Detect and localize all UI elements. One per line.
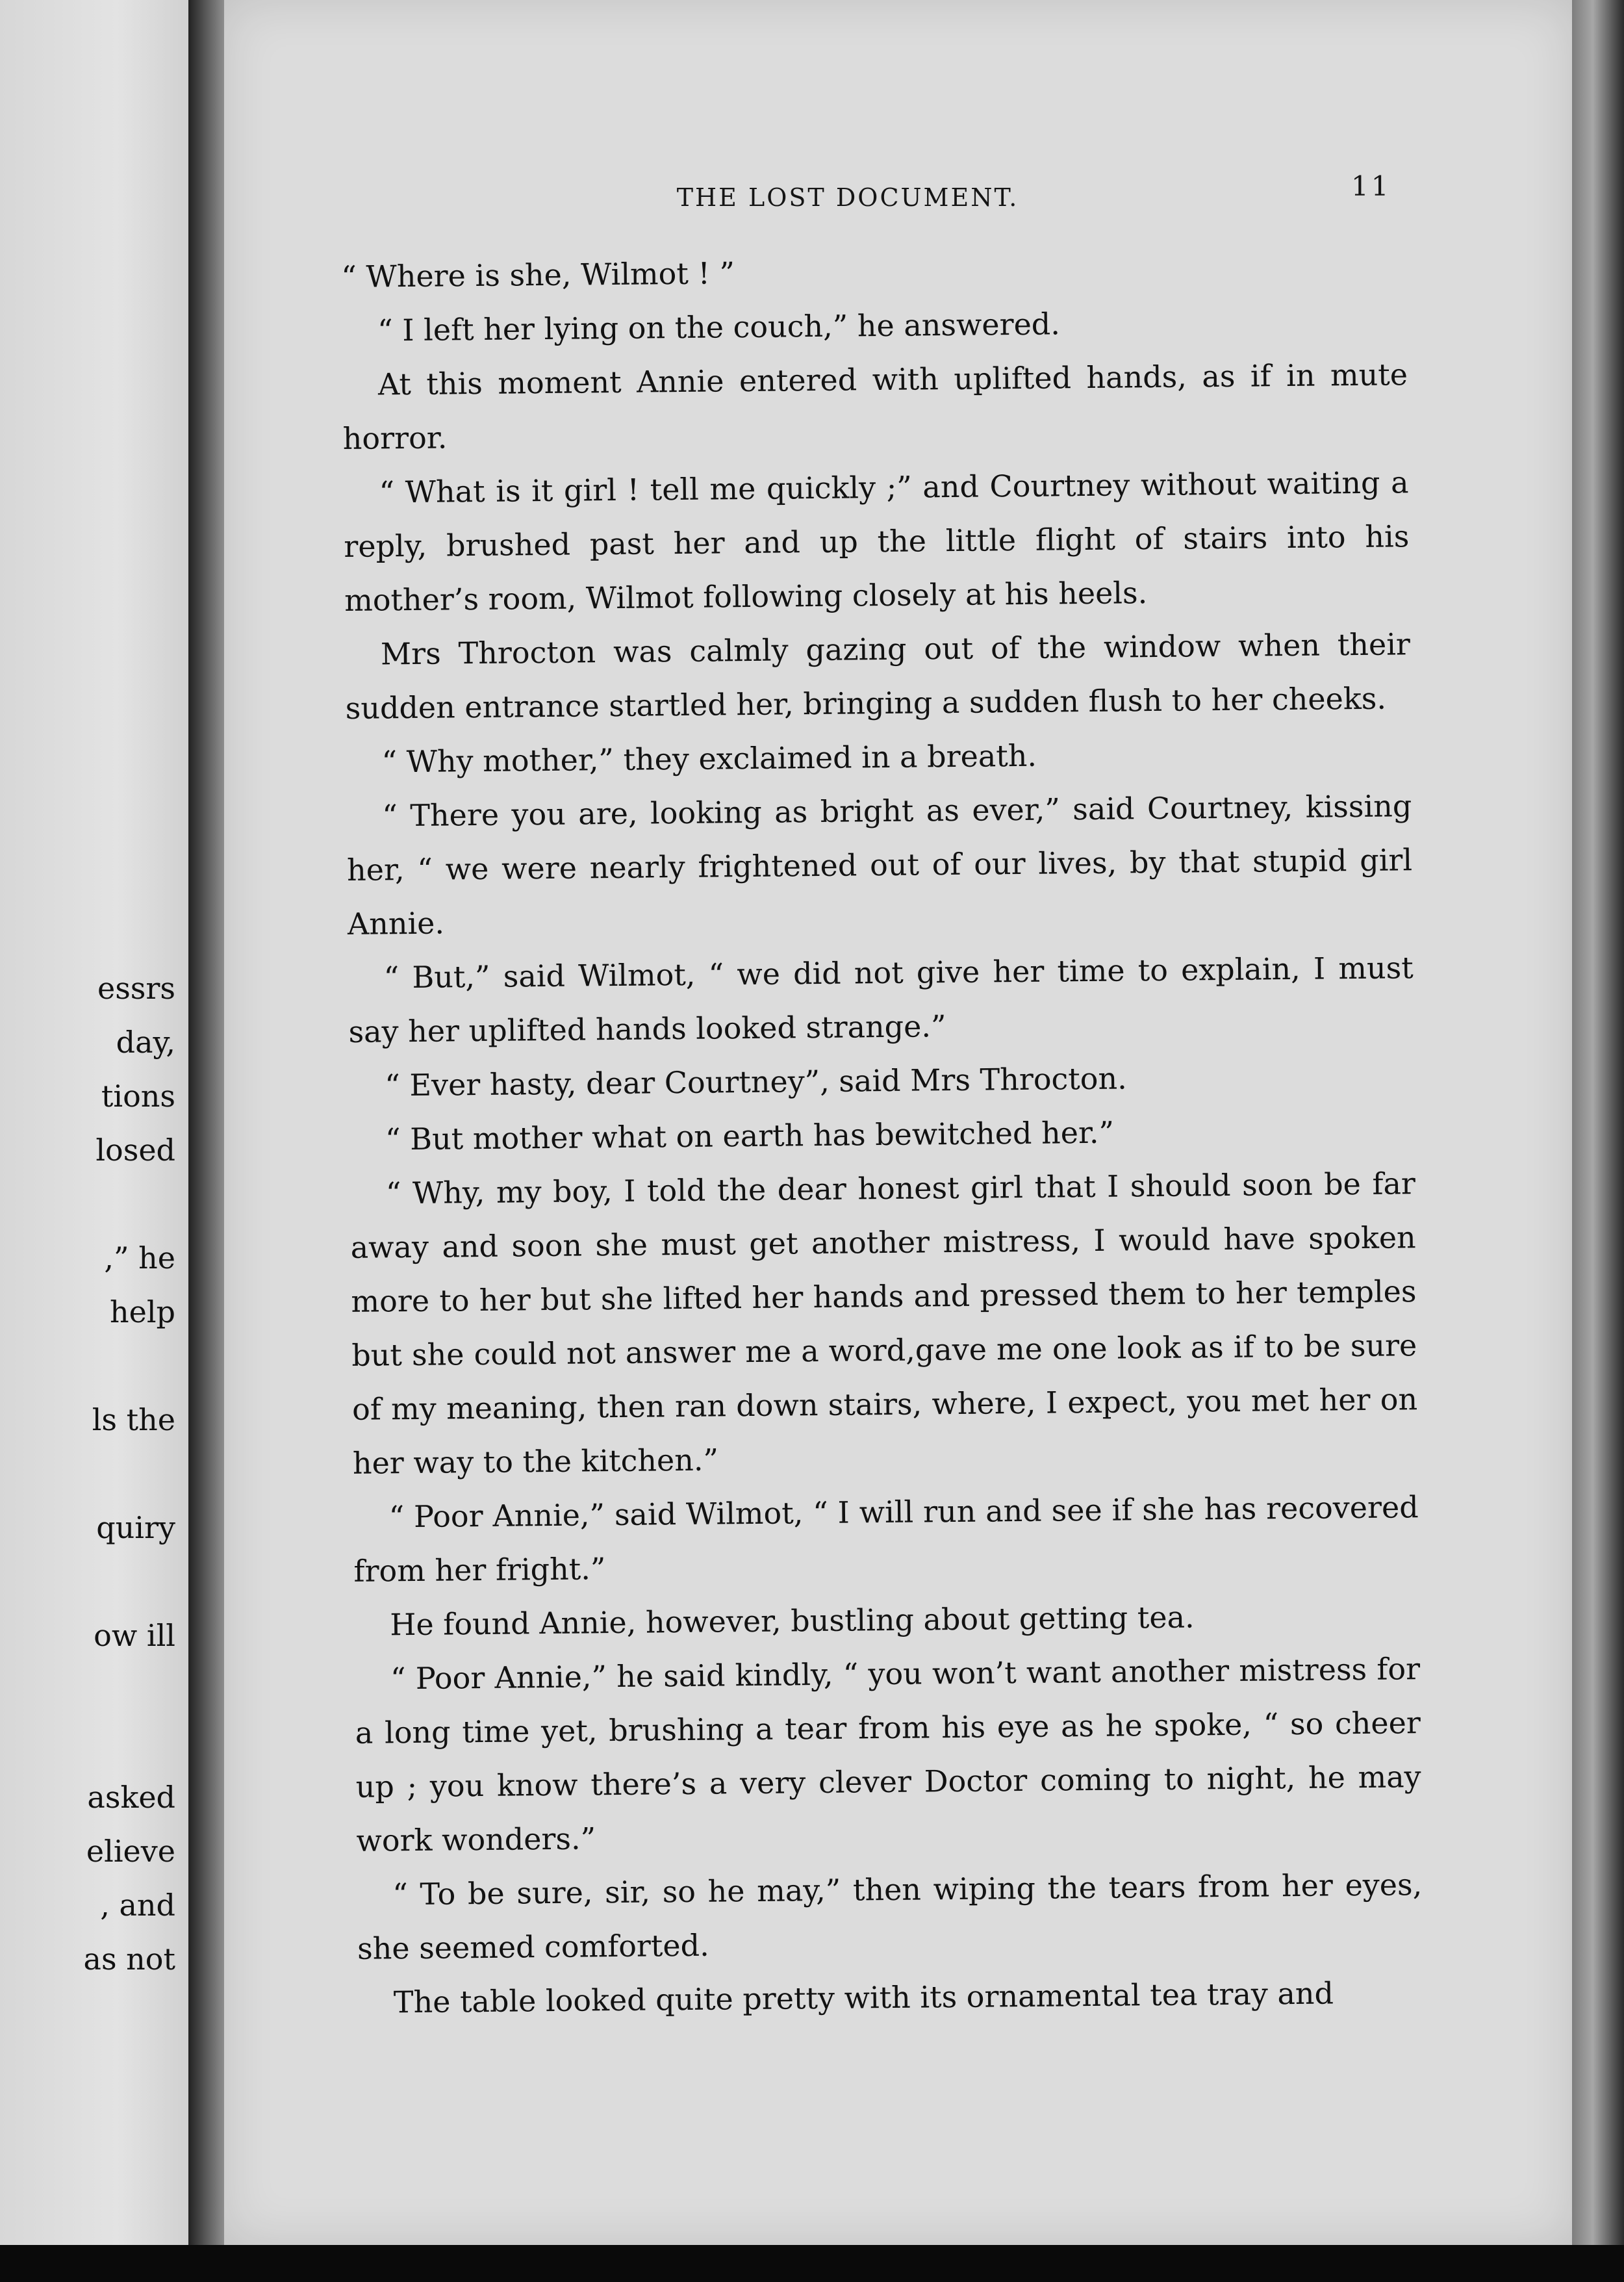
paragraph: “ Poor Annie,” he said kindly, “ you won’t want another mistress for a long time yet, brushing a tear from his eye as he spoke, “ so cheer up ; you know there’s a very clever Doctor coming to night, he may work wonders.” <box>355 1651 1421 1858</box>
paragraph: “ Ever hasty, dear Courtney”, said Mrs Throcton. <box>385 1060 1127 1103</box>
left-fragment <box>19 1447 175 1501</box>
left-facing-page <box>0 0 195 2248</box>
paragraph: Mrs Throcton was calmly gazing out of the window when their sudden entrance startled her, bringing a sudden flush to her cheeks. <box>345 626 1411 726</box>
body-text <box>341 240 1423 2030</box>
paragraph: “ Where is she, Wilmot ! ” <box>341 255 735 294</box>
left-fragment: asked <box>87 1780 175 1815</box>
paragraph: “ Why mother,” they exclaimed in a breath. <box>381 737 1037 780</box>
left-fragment: help <box>109 1294 175 1329</box>
scan-bottom-border <box>0 2245 1624 2282</box>
paragraph: “ I left her lying on the couch,” he answered. <box>377 306 1061 348</box>
left-fragment <box>19 1555 175 1609</box>
left-fragment <box>19 1663 175 1717</box>
left-fragment: essrs <box>97 971 175 1006</box>
paragraph: “ But,” said Wilmot, “ we did not give her time to explain, I must say her uplifted hands looked strange.” <box>348 950 1414 1049</box>
right-page-edge <box>1572 0 1624 2282</box>
left-fragment: , and <box>100 1888 175 1923</box>
left-fragment <box>19 1177 175 1231</box>
paragraph: “ Poor Annie,” said Wilmot, “ I will run and see if she has recovered from her fright.” <box>353 1489 1419 1589</box>
paragraph: The table looked quite pretty with its ornamental tea tray and <box>393 1975 1334 2020</box>
page-number: 11 <box>1351 170 1391 202</box>
left-fragment <box>19 1717 175 1771</box>
left-fragment: quiry <box>96 1510 175 1545</box>
paragraph: “ But mother what on earth has bewitched her.” <box>385 1114 1115 1157</box>
paragraph: “ What is it girl ! tell me quickly ;” and Courtney without waiting a reply, brushed past her and up the little flight of stairs into his mother’s room, Wilmot following closely at his heels. <box>344 465 1410 618</box>
running-title: THE LOST DOCUMENT. <box>676 183 1019 212</box>
left-fragment: tions <box>101 1079 175 1114</box>
left-fragment <box>19 1339 175 1393</box>
left-fragment: ls the <box>92 1402 175 1437</box>
left-fragment: losed <box>95 1133 175 1168</box>
paragraph: He found Annie, however, bustling about getting tea. <box>390 1599 1195 1643</box>
left-fragment: elieve <box>86 1834 175 1869</box>
left-fragment: as not <box>83 1942 175 1977</box>
left-fragment: day, <box>116 1025 175 1060</box>
left-page-text-fragments <box>19 962 175 1986</box>
paragraph: “ To be sure, sir, so he may,” then wiping the tears from her eyes, she seemed comforted. <box>357 1867 1423 1966</box>
paragraph: “ There you are, looking as bright as ever,” said Courtney, kissing her, “ we were nearly frightened out of our lives, by that stupid girl Annie. <box>346 788 1413 942</box>
paragraph: At this moment Annie entered with uplifted hands, as if in mute horror. <box>342 357 1408 456</box>
paragraph: “ Why, my boy, I told the dear honest girl that I should soon be far away and soon she must get another mistress, I would have spoken more to her but she lifted her hands and pressed them to her temples but she could not answer me a word,gave me one look as if to be sure of my meaning, then ran down stairs, where, I expect, you met her on her way to the kitchen.” <box>350 1166 1418 1481</box>
left-fragment: ,” he <box>104 1240 175 1276</box>
left-fragment: ow ill <box>94 1618 175 1653</box>
